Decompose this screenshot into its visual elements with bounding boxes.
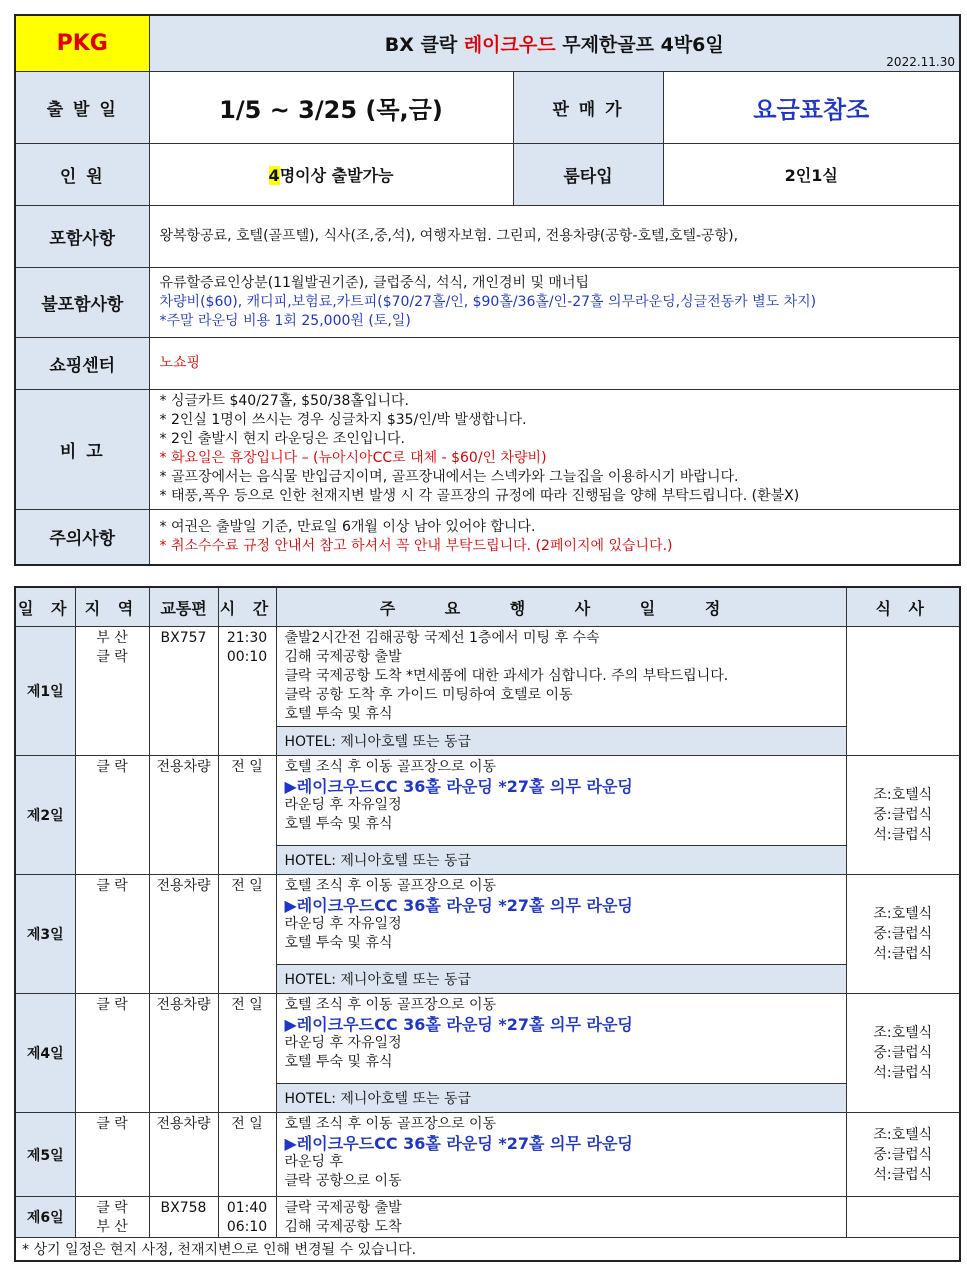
pkg-badge: PKG — [15, 15, 149, 71]
caution-value — [149, 509, 960, 565]
schedule-line: 김해 국제공항 도착 — [284, 1219, 402, 1235]
remark-value — [149, 389, 960, 509]
region-cell: 부 산 클 락 — [75, 627, 149, 756]
remark-line: * 화요일은 휴장입니다 – (뉴아시아CC로 대체 - $60/인 차량비) — [159, 450, 547, 466]
caution-line: * 여권은 출발일 기준, 만료일 6개월 이상 남아 있어야 합니다. — [159, 518, 536, 535]
header-day: 일 자 — [15, 587, 75, 627]
meal-item: 조:호텔식 — [873, 787, 933, 803]
day-label: 제2일 — [15, 756, 75, 875]
meal-cell — [846, 994, 960, 1113]
day-label: 제1일 — [15, 627, 75, 756]
hotel-info: HOTEL: 제니아호텔 또는 동급 — [276, 727, 846, 756]
schedule-line: 클락 공항으로 이동 — [284, 1173, 402, 1189]
transport-cell: BX757 — [149, 627, 218, 756]
schedule-line: 라운딩 후 자유일정 — [284, 916, 402, 932]
remark-line: * 2인실 1명이 쓰시는 경우 싱글차지 $35/인/박 발생합니다. — [159, 412, 527, 428]
day-label: 제3일 — [15, 875, 75, 994]
title-highlight: 레이크우드 — [463, 33, 556, 56]
region-cell: 클 락 — [75, 756, 149, 875]
exclude-line: 유류할증료인상분(11월발권기준), 클럽중식, 석식, 개인경비 및 매너팁 — [159, 274, 589, 291]
schedule-line: 출발2시간전 김해공항 국제선 1층에서 미팅 후 수속 — [284, 630, 600, 646]
transport-cell: 전용차량 — [149, 875, 218, 994]
time-cell: 21:30 00:10 — [218, 627, 276, 756]
hotel-info: HOTEL: 제니아호텔 또는 동급 — [276, 846, 846, 875]
meal-item: 조:호텔식 — [873, 906, 933, 922]
time-cell: 전 일 — [218, 756, 276, 875]
price-label: 판 매 가 — [513, 71, 663, 143]
meal-item: 중:클럽식 — [873, 926, 933, 942]
title-prefix: BX 클락 — [384, 33, 464, 56]
issue-date: 2022.11.30 — [886, 54, 956, 69]
header-meal: 식 사 — [846, 587, 960, 627]
package-title — [149, 15, 960, 71]
meal-cell — [846, 627, 960, 756]
itinerary-day-row — [15, 994, 960, 1084]
depart-value: 1/5 ~ 3/25 (목,금) — [149, 71, 513, 143]
schedule-line: 라운딩 후 — [284, 1154, 344, 1170]
region-cell: 클 락 — [75, 1113, 149, 1197]
schedule-line: 라운딩 후 자유일정 — [284, 1035, 402, 1051]
schedule-line: 호텔 조식 후 이동 골프장으로 이동 — [284, 878, 497, 894]
hotel-info: HOTEL: 제니아호텔 또는 동급 — [276, 1084, 846, 1113]
schedule-line: 호텔 투숙 및 휴식 — [284, 935, 393, 951]
exclude-value — [149, 267, 960, 337]
time-cell: 전 일 — [218, 994, 276, 1113]
meal-item: 조:호텔식 — [873, 1025, 933, 1041]
golf-round-line: ▶레이크우드CC 36홀 라운딩 *27홀 의무 라운딩 — [284, 896, 633, 915]
meal-item: 중:클럽식 — [873, 1146, 933, 1163]
meal-item: 중:클럽식 — [873, 807, 933, 823]
schedule-line: 클락 국제공항 도착 *면세품에 대한 과세가 심합니다. 주의 부탁드립니다. — [284, 668, 729, 684]
itinerary-day-row — [15, 1197, 960, 1238]
meal-item: 석:클럽식 — [873, 827, 933, 843]
schedule-line: 호텔 투숙 및 휴식 — [284, 1054, 393, 1070]
title-suffix: 무제한골프 4박6일 — [555, 33, 724, 56]
schedule-cell — [276, 1197, 846, 1238]
day-label: 제4일 — [15, 994, 75, 1113]
people-number: 4 — [268, 165, 280, 185]
header-schedule: 주 요 행 사 일 정 — [276, 587, 846, 627]
schedule-cell — [276, 875, 846, 965]
header-time: 시 간 — [218, 587, 276, 627]
meal-cell — [846, 875, 960, 994]
itinerary-day-row — [15, 875, 960, 965]
exclude-line: *주말 라운딩 비용 1회 25,000원 (토,일) — [159, 312, 411, 329]
remark-line: * 2인 출발시 현지 라운딩은 조인입니다. — [159, 431, 405, 447]
time-cell: 전 일 — [218, 1113, 276, 1197]
meal-item: 석:클럽식 — [873, 1065, 933, 1081]
region-cell: 클 락 부 산 — [75, 1197, 149, 1238]
schedule-line: 호텔 투숙 및 휴식 — [284, 816, 393, 832]
meal-cell — [846, 1113, 960, 1197]
shopping-label: 쇼핑센터 — [15, 337, 149, 389]
schedule-cell — [276, 756, 846, 846]
footnote-row — [15, 1238, 960, 1262]
depart-label: 출 발 일 — [15, 71, 149, 143]
day-label: 제5일 — [15, 1113, 75, 1197]
room-value: 2인1실 — [663, 143, 960, 205]
people-label: 인 원 — [15, 143, 149, 205]
schedule-cell — [276, 1113, 846, 1197]
remark-label: 비 고 — [15, 389, 149, 509]
golf-round-line: ▶레이크우드CC 36홀 라운딩 *27홀 의무 라운딩 — [284, 1134, 633, 1153]
transport-cell: 전용차량 — [149, 756, 218, 875]
schedule-line: 호텔 조식 후 이동 골프장으로 이동 — [284, 759, 497, 775]
itinerary-header-row — [15, 587, 960, 627]
schedule-cell — [276, 627, 846, 727]
transport-cell: 전용차량 — [149, 1113, 218, 1197]
schedule-line: 호텔 조식 후 이동 골프장으로 이동 — [284, 1116, 497, 1132]
schedule-cell — [276, 994, 846, 1084]
schedule-line: 김해 국제공항 출발 — [284, 649, 402, 665]
header-transport: 교통편 — [149, 587, 218, 627]
golf-round-line: ▶레이크우드CC 36홀 라운딩 *27홀 의무 라운딩 — [284, 1015, 633, 1034]
itinerary-day-row — [15, 756, 960, 846]
schedule-line: 호텔 투숙 및 휴식 — [284, 706, 393, 722]
schedule-line: 라운딩 후 자유일정 — [284, 797, 402, 813]
meal-item: 석:클럽식 — [873, 946, 933, 962]
exclude-line: 차량비($60), 캐디피,보험료,카트피($70/27홀/인, $90홀/36홀/인-27홀 의무라운딩,싱글전동카 별도 차지) — [159, 293, 817, 310]
meal-item: 조:호텔식 — [873, 1126, 933, 1143]
meal-item: 석:클럽식 — [873, 1166, 933, 1183]
itinerary-table — [14, 586, 961, 1262]
schedule-line: 클락 국제공항 출발 — [284, 1200, 402, 1216]
people-text: 명이상 출발가능 — [279, 165, 394, 185]
exclude-label: 불포함사항 — [15, 267, 149, 337]
include-value: 왕복항공료, 호텔(골프텔), 식사(조,중,석), 여행자보험. 그린피, 전용차량(공항-호텔,호텔-공항), — [149, 205, 960, 267]
itinerary-day-row — [15, 1113, 960, 1197]
time-cell: 전 일 — [218, 875, 276, 994]
remark-line: * 태풍,폭우 등으로 인한 천재지변 발생 시 각 골프장의 규정에 따라 진행됨을 양해 부탁드립니다. (환불X) — [159, 488, 800, 504]
transport-cell: BX758 — [149, 1197, 218, 1238]
people-value — [149, 143, 513, 205]
region-cell: 클 락 — [75, 994, 149, 1113]
time-cell: 01:40 06:10 — [218, 1197, 276, 1238]
include-label: 포함사항 — [15, 205, 149, 267]
price-value: 요금표참조 — [663, 71, 960, 143]
golf-round-line: ▶레이크우드CC 36홀 라운딩 *27홀 의무 라운딩 — [284, 777, 633, 796]
itinerary-day-row — [15, 627, 960, 727]
meal-cell — [846, 1197, 960, 1238]
day-label: 제6일 — [15, 1197, 75, 1238]
meal-item: 중:클럽식 — [873, 1045, 933, 1061]
meal-cell — [846, 756, 960, 875]
remark-line: * 싱글카트 $40/27홀, $50/38홀입니다. — [159, 393, 409, 409]
caution-label: 주의사항 — [15, 509, 149, 565]
footnote: * 상기 일정은 현지 사정, 천재지변으로 인해 변경될 수 있습니다. — [15, 1238, 960, 1262]
remark-line: * 골프장에서는 음식물 반입금지이며, 골프장내에서는 스넥카와 그늘집을 이용하시기 바랍니다. — [159, 469, 739, 485]
hotel-info: HOTEL: 제니아호텔 또는 동급 — [276, 965, 846, 994]
package-info-table — [14, 14, 961, 566]
region-cell: 클 락 — [75, 875, 149, 994]
header-region: 지 역 — [75, 587, 149, 627]
schedule-line: 호텔 조식 후 이동 골프장으로 이동 — [284, 997, 497, 1013]
caution-line: * 취소수수료 규정 안내서 참고 하셔서 꼭 안내 부탁드립니다. (2페이지에 있습니다.) — [159, 537, 673, 554]
shopping-value: 노쇼핑 — [149, 337, 960, 389]
transport-cell: 전용차량 — [149, 994, 218, 1113]
room-label: 룸타입 — [513, 143, 663, 205]
schedule-line: 클락 공항 도착 후 가이드 미팅하여 호텔로 이동 — [284, 687, 573, 703]
